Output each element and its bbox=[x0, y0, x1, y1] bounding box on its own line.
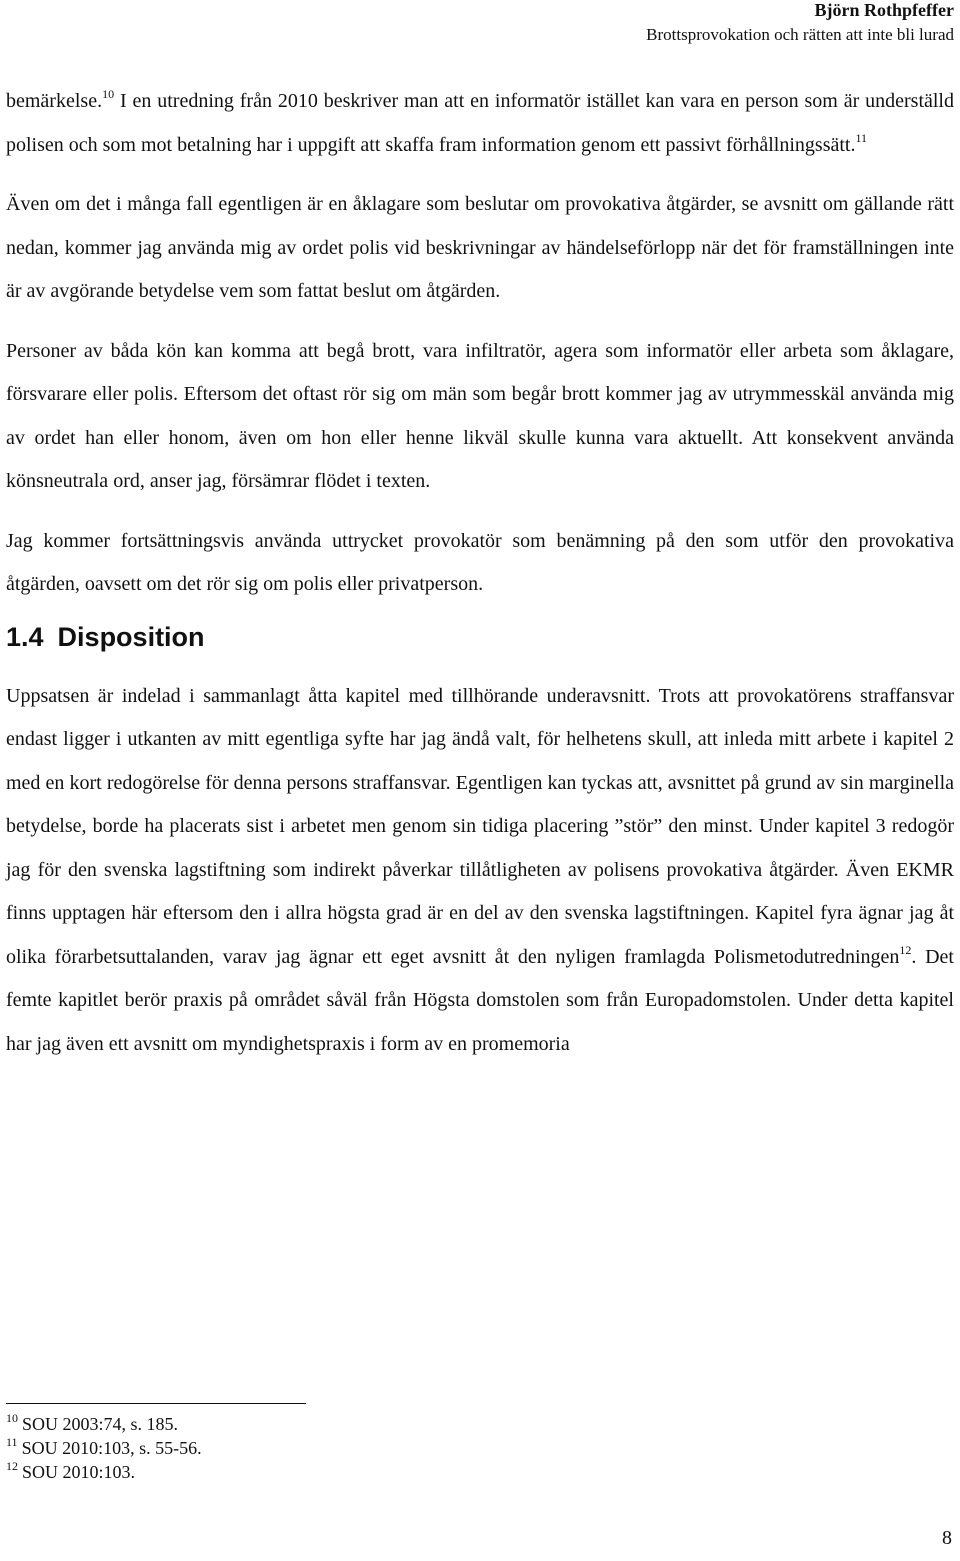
footnote-number: 12 bbox=[6, 1459, 18, 1473]
footnote-ref: 11 bbox=[855, 130, 868, 145]
body-text bbox=[6, 80, 954, 1066]
footnote bbox=[6, 1460, 202, 1484]
paragraph-text: . Det femte kapitlet berör praxis på området såväl från Högsta domstolen som från Europadomstolen. Under detta kapitel har jag även ett avsnitt om myndighetspraxis i form av en promemoria bbox=[6, 945, 954, 1055]
header-author: Björn Rothpfeffer bbox=[814, 0, 954, 20]
section-heading bbox=[6, 617, 954, 657]
footnote-text: SOU 2010:103. bbox=[22, 1462, 136, 1482]
paragraph-text: bemärkelse. bbox=[6, 90, 103, 112]
footnote bbox=[6, 1412, 202, 1436]
paragraph: Personer av båda kön kan komma att begå brott, vara infiltratör, agera som informatör eller arbeta som åklagare, försvarare eller polis. Eftersom det oftast rör sig om män som begår brott kommer jag av utrymmesskäl använda mig av ordet han eller honom, även om hon eller henne likväl skulle kunna vara aktuellt. Att konsekvent använda könsneutrala ord, anser jag, försämrar flödet i texten. bbox=[6, 339, 954, 492]
footnote bbox=[6, 1436, 202, 1460]
page-header bbox=[646, 0, 954, 48]
section-number: 1.4 bbox=[6, 621, 44, 652]
paragraph: Jag kommer fortsättningsvis använda uttrycket provokatör som benämning på den som utför den provokativa åtgärden, oavsett om det rör sig om polis eller privatperson. bbox=[6, 529, 954, 595]
footnote-divider bbox=[6, 1403, 306, 1404]
footnote-ref: 10 bbox=[102, 87, 115, 101]
footnotes bbox=[6, 1412, 202, 1484]
footnote-text: SOU 2010:103, s. 55-56. bbox=[21, 1438, 202, 1458]
paragraph bbox=[6, 675, 954, 1067]
footnote-number: 11 bbox=[6, 1435, 18, 1449]
footnote-number: 10 bbox=[6, 1411, 18, 1425]
page-number: 8 bbox=[942, 1527, 952, 1549]
footnote-ref: 12 bbox=[899, 942, 912, 957]
footnote-text: SOU 2003:74, s. 185. bbox=[22, 1414, 179, 1434]
paragraph-text: I en utredning från 2010 beskriver man att en informatör istället kan vara en person som är underställd polisen och som mot betalning har i uppgift att skaffa fram information genom ett passivt förhållningssätt. bbox=[6, 90, 954, 156]
paragraph: Även om det i många fall egentligen är en åklagare som beslutar om provokativa åtgärder, se avsnitt om gällande rätt nedan, kommer jag använda mig av ordet polis vid beskrivningar av händelseförlopp när det för framställningen inte är av avgörande betydelse vem som fattat beslut om åtgärden. bbox=[6, 193, 954, 302]
section-title: Disposition bbox=[57, 621, 205, 652]
header-title: Brottsprovokation och rätten att inte bli lurad bbox=[646, 25, 954, 44]
paragraph bbox=[6, 80, 954, 167]
paragraph-text: Uppsatsen är indelad i sammanlagt åtta kapitel med tillhörande underavsnitt. Trots att provokatörens straffansvar endast ligger i utkanten av mitt egentliga syfte har jag ändå valt, för helhetens skull, att inleda mitt arbete i kapitel 2 med en kort redogörelse för denna persons straffansvar. Egentligen kan tyckas att, avsnittet på grund av sin marginella betydelse, borde ha placerats sist i arbetet men genom sin tidiga placering ”stör” den minst. Under kapitel 3 redogör jag för den svenska lagstiftning som indirekt påverkar tillåtligheten av polisens provokativa åtgärder. Även EKMR finns upptagen här eftersom den i allra högsta grad är en del av den svenska lagstiftningen. Kapitel fyra ägnar jag åt olika förarbetsuttalanden, varav jag ägnar ett eget avsnitt åt den nyligen framlagda Polismetodutredningen bbox=[6, 684, 954, 968]
